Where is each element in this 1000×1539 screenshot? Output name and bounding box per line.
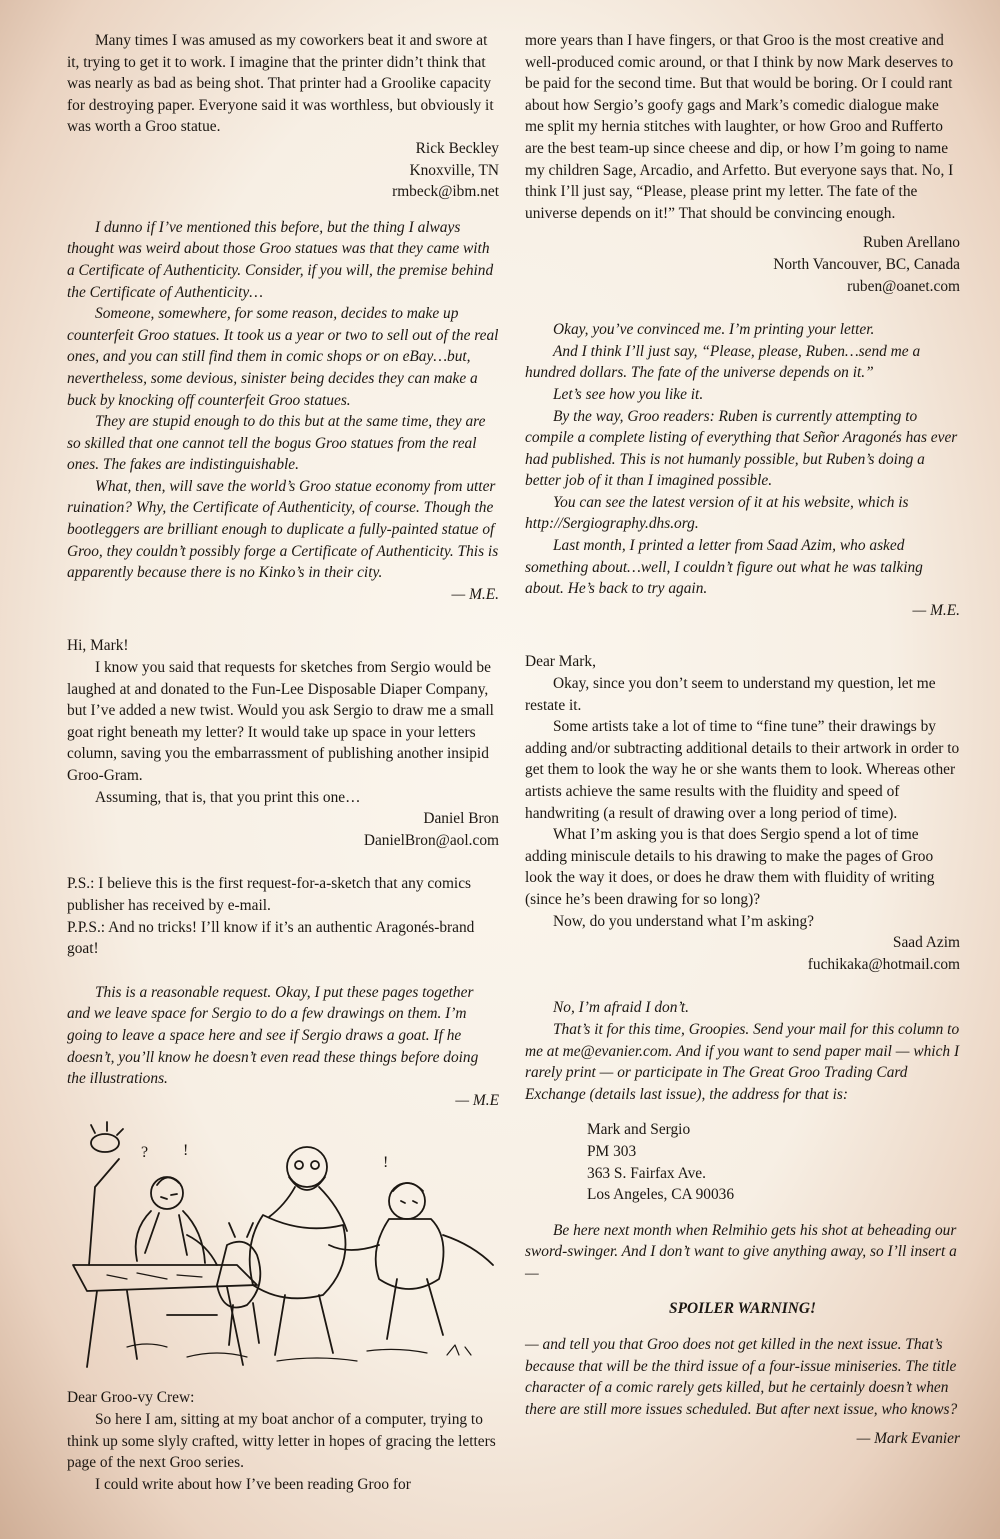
letter-body: So here I am, sitting at my boat anchor of a computer, trying to think up some slyly crafted, witty letter in hopes of gracing the letters page of the next Groo series. (67, 1410, 496, 1472)
svg-text:!: ! (383, 1154, 389, 1172)
mailing-address-line: Mark and Sergio (587, 1121, 691, 1139)
mailing-address-line: PM 303 (587, 1142, 637, 1160)
signature-name: Saad Azim (892, 934, 960, 952)
editor-reply: Okay, you’ve convinced me. I’m printing your letter. (553, 321, 875, 339)
lamp-arm (89, 1159, 119, 1265)
editor-reply: Last month, I printed a letter from Saad Azim, who asked something about…well, I couldn’t figure out what he was talking about. He’s back to try again. (525, 537, 923, 598)
spoiler-warning-heading: SPOILER WARNING! (669, 1300, 816, 1318)
signature-email: fuchikaka@hotmail.com (807, 955, 960, 973)
editor-reply: What, then, will save the world’s Groo statue economy from utter ruination? Why, the Certificate of Authenticity, of course. Though the bootleggers are brilliant enough to duplicate a fully-painted statue of Groo, they couldn’t possibly forge a Certificate of Authenticity. This is apparently because there is no Kinko’s in their city. (67, 477, 499, 582)
letter-body: Okay, since you don’t seem to understand my question, let me restate it. (525, 675, 936, 714)
editor-reply: I dunno if I’ve mentioned this before, but the thing I always thought was weird about those Groo statues was that they came with a Certificate of Authenticity. Consider, if you will, the premise behind the Certificate of Authenticity… (67, 218, 494, 301)
editor-reply: They are stupid enough to do this but at the same time, they are so skilled that one cannot tell the bogus Groo statues from the real ones. The fakes are indistinguishable. (67, 413, 486, 474)
editor-signature: — M.E. (912, 601, 960, 619)
svg-text:!: ! (183, 1142, 189, 1160)
signature-email: ruben@oanet.com (847, 277, 960, 295)
editor-reply: Someone, somewhere, for some reason, decides to make up counterfeit Groo statues. It took us a year or two to sell out of the real ones, and you can still find them in comic shops or on eBay…but, nevertheless, some devious, sinister being decides they can make a buck by knocking off counterfeit Groo statues. (67, 305, 499, 409)
postscript: P.P.S.: And no tricks! I’ll know if it’s an authentic Aragonés-brand goat! (67, 918, 475, 958)
letter-body: more years than I have fingers, or that Groo is the most creative and well-produced comic around, or that I think by now Mark deserves to be paid for the second time. But that would be boring. Or I could rant about how Sergio’s goofy gags and Mark’s comedic dialogue make me split my hernia stitches with laughter, or how Groo and Rufferto are the best team-up since cheese and dip, or how I’m going to name my children Sage, Arcadio, and Arfetto. But everyone says that. No, I think I’ll just say, “Please, please print my letter. The fate of the universe depends on it!” That should be convincing enough. (525, 32, 954, 222)
editor-reply: No, I’m afraid I don’t. (553, 999, 689, 1017)
left-column (67, 30, 499, 1495)
signature-location: North Vancouver, BC, Canada (773, 255, 960, 273)
lamp-shade (91, 1134, 119, 1152)
right-column (525, 30, 960, 1450)
editor-reply: You can see the latest version of it at his website, which is http://Sergiography.dhs.org. (525, 493, 909, 533)
editor-signature: — Mark Evanier (856, 1430, 960, 1448)
signature-email: rmbeck@ibm.net (392, 183, 499, 201)
closing-paragraph: Be here next month when Relmihio gets his shot at beheading our sword-swinger. And I don’t want to give anything away, so I’ll insert a — (525, 1221, 957, 1282)
editor-reply: By the way, Groo readers: Ruben is currently attempting to compile a complete listing of everything that Señor Aragonés has ever had published. This is not humanly possible, but Ruben’s doing a better job of it than I imagined possible. (525, 407, 958, 490)
signature-location: Knoxville, TN (409, 161, 499, 179)
signature-name: Rick Beckley (415, 139, 499, 157)
postscript: P.S.: I believe this is the first request-for-a-sketch that any comics publisher has received by e-mail. (67, 875, 472, 914)
editor-reply: And I think I’ll just say, “Please, please, Ruben…send me a hundred dollars. The fate of the universe depends on it.” (525, 342, 921, 382)
svg-text:?: ? (141, 1144, 149, 1162)
mailing-address-line: Los Angeles, CA 90036 (587, 1186, 735, 1204)
signature-name: Ruben Arellano (862, 234, 960, 252)
signature-email: DanielBron@aol.com (363, 831, 499, 849)
letter-salutation: Dear Groo-vy Crew: (67, 1389, 195, 1407)
goat-figure (217, 1242, 260, 1308)
letter-body: Now, do you understand what I’m asking? (553, 912, 815, 930)
letter-body: Some artists take a lot of time to “fine tune” their drawings by adding and/or subtracting additional details to their artwork in order to get them to look the way he or she wants them to look. Whereas other artists achieve the same results with the fluidity and speed of handwriting (a result of drawing over a long period of time). (525, 718, 960, 822)
letter-salutation: Hi, Mark! (67, 637, 129, 655)
editor-reply: Let’s see how you like it. (553, 385, 704, 403)
editor-reply: That’s it for this time, Groopies. Send your mail for this column to me at me@evanier.com. And if you want to send paper mail — which I rarely print — or participate in The Great Groo Trading Card Exchange (details last issue), the address for that is: (525, 1020, 960, 1103)
letter-salutation: Dear Mark, (525, 653, 596, 671)
letter-body: I could write about how I’ve been reading Groo for (95, 1475, 411, 1493)
letter-body: What I’m asking you is that does Sergio spend a lot of time adding miniscule details to his drawing to make the pages of Groo look the way it does, or does he draw them with fluidity of writing (since he’s been drawing for so long)? (525, 826, 935, 908)
sergio-sketch-illustration (67, 1115, 499, 1373)
letter-body: Assuming, that is, that you print this one… (95, 788, 361, 806)
mailing-address-line: 363 S. Fairfax Ave. (587, 1164, 706, 1182)
editor-signature: — M.E. (451, 585, 499, 603)
letter-body: Many times I was amused as my coworkers beat it and swore at it, trying to get it to work. I imagine that the printer didn’t think that was nearly as bad as being shot. That printer had a Groolike capacity for destroying paper. Everyone said it was worthless, but obviously it was worth a Groo statue. (67, 32, 494, 136)
final-paragraph: — and tell you that Groo does not get killed in the next issue. That’s because that will be the third issue of a four-issue miniseries. The title character of a comic rarely gets killed, but he certainly doesn’t when there are still more issues scheduled. But after next issue, who knows? (525, 1336, 958, 1418)
editor-signature: — M.E (455, 1091, 499, 1109)
signature-name: Daniel Bron (423, 810, 499, 828)
editor-reply: This is a reasonable request. Okay, I put these pages together and we leave space for Sergio to do a few drawings on them. I’m going to leave a space here and see if Sergio draws a goat. If he doesn’t, you’ll know he doesn’t even read these things before doing the illustrations. (67, 983, 479, 1088)
letter-body: I know you said that requests for sketches from Sergio would be laughed at and donated to the Fun-Lee Disposable Diaper Company, but I’ve added a new twist. Would you ask Sergio to draw me a small goat right beneath my letter? It would take up space in your letters column, saving you the embarrassment of publishing another insipid Groo-Gram. (67, 659, 494, 784)
